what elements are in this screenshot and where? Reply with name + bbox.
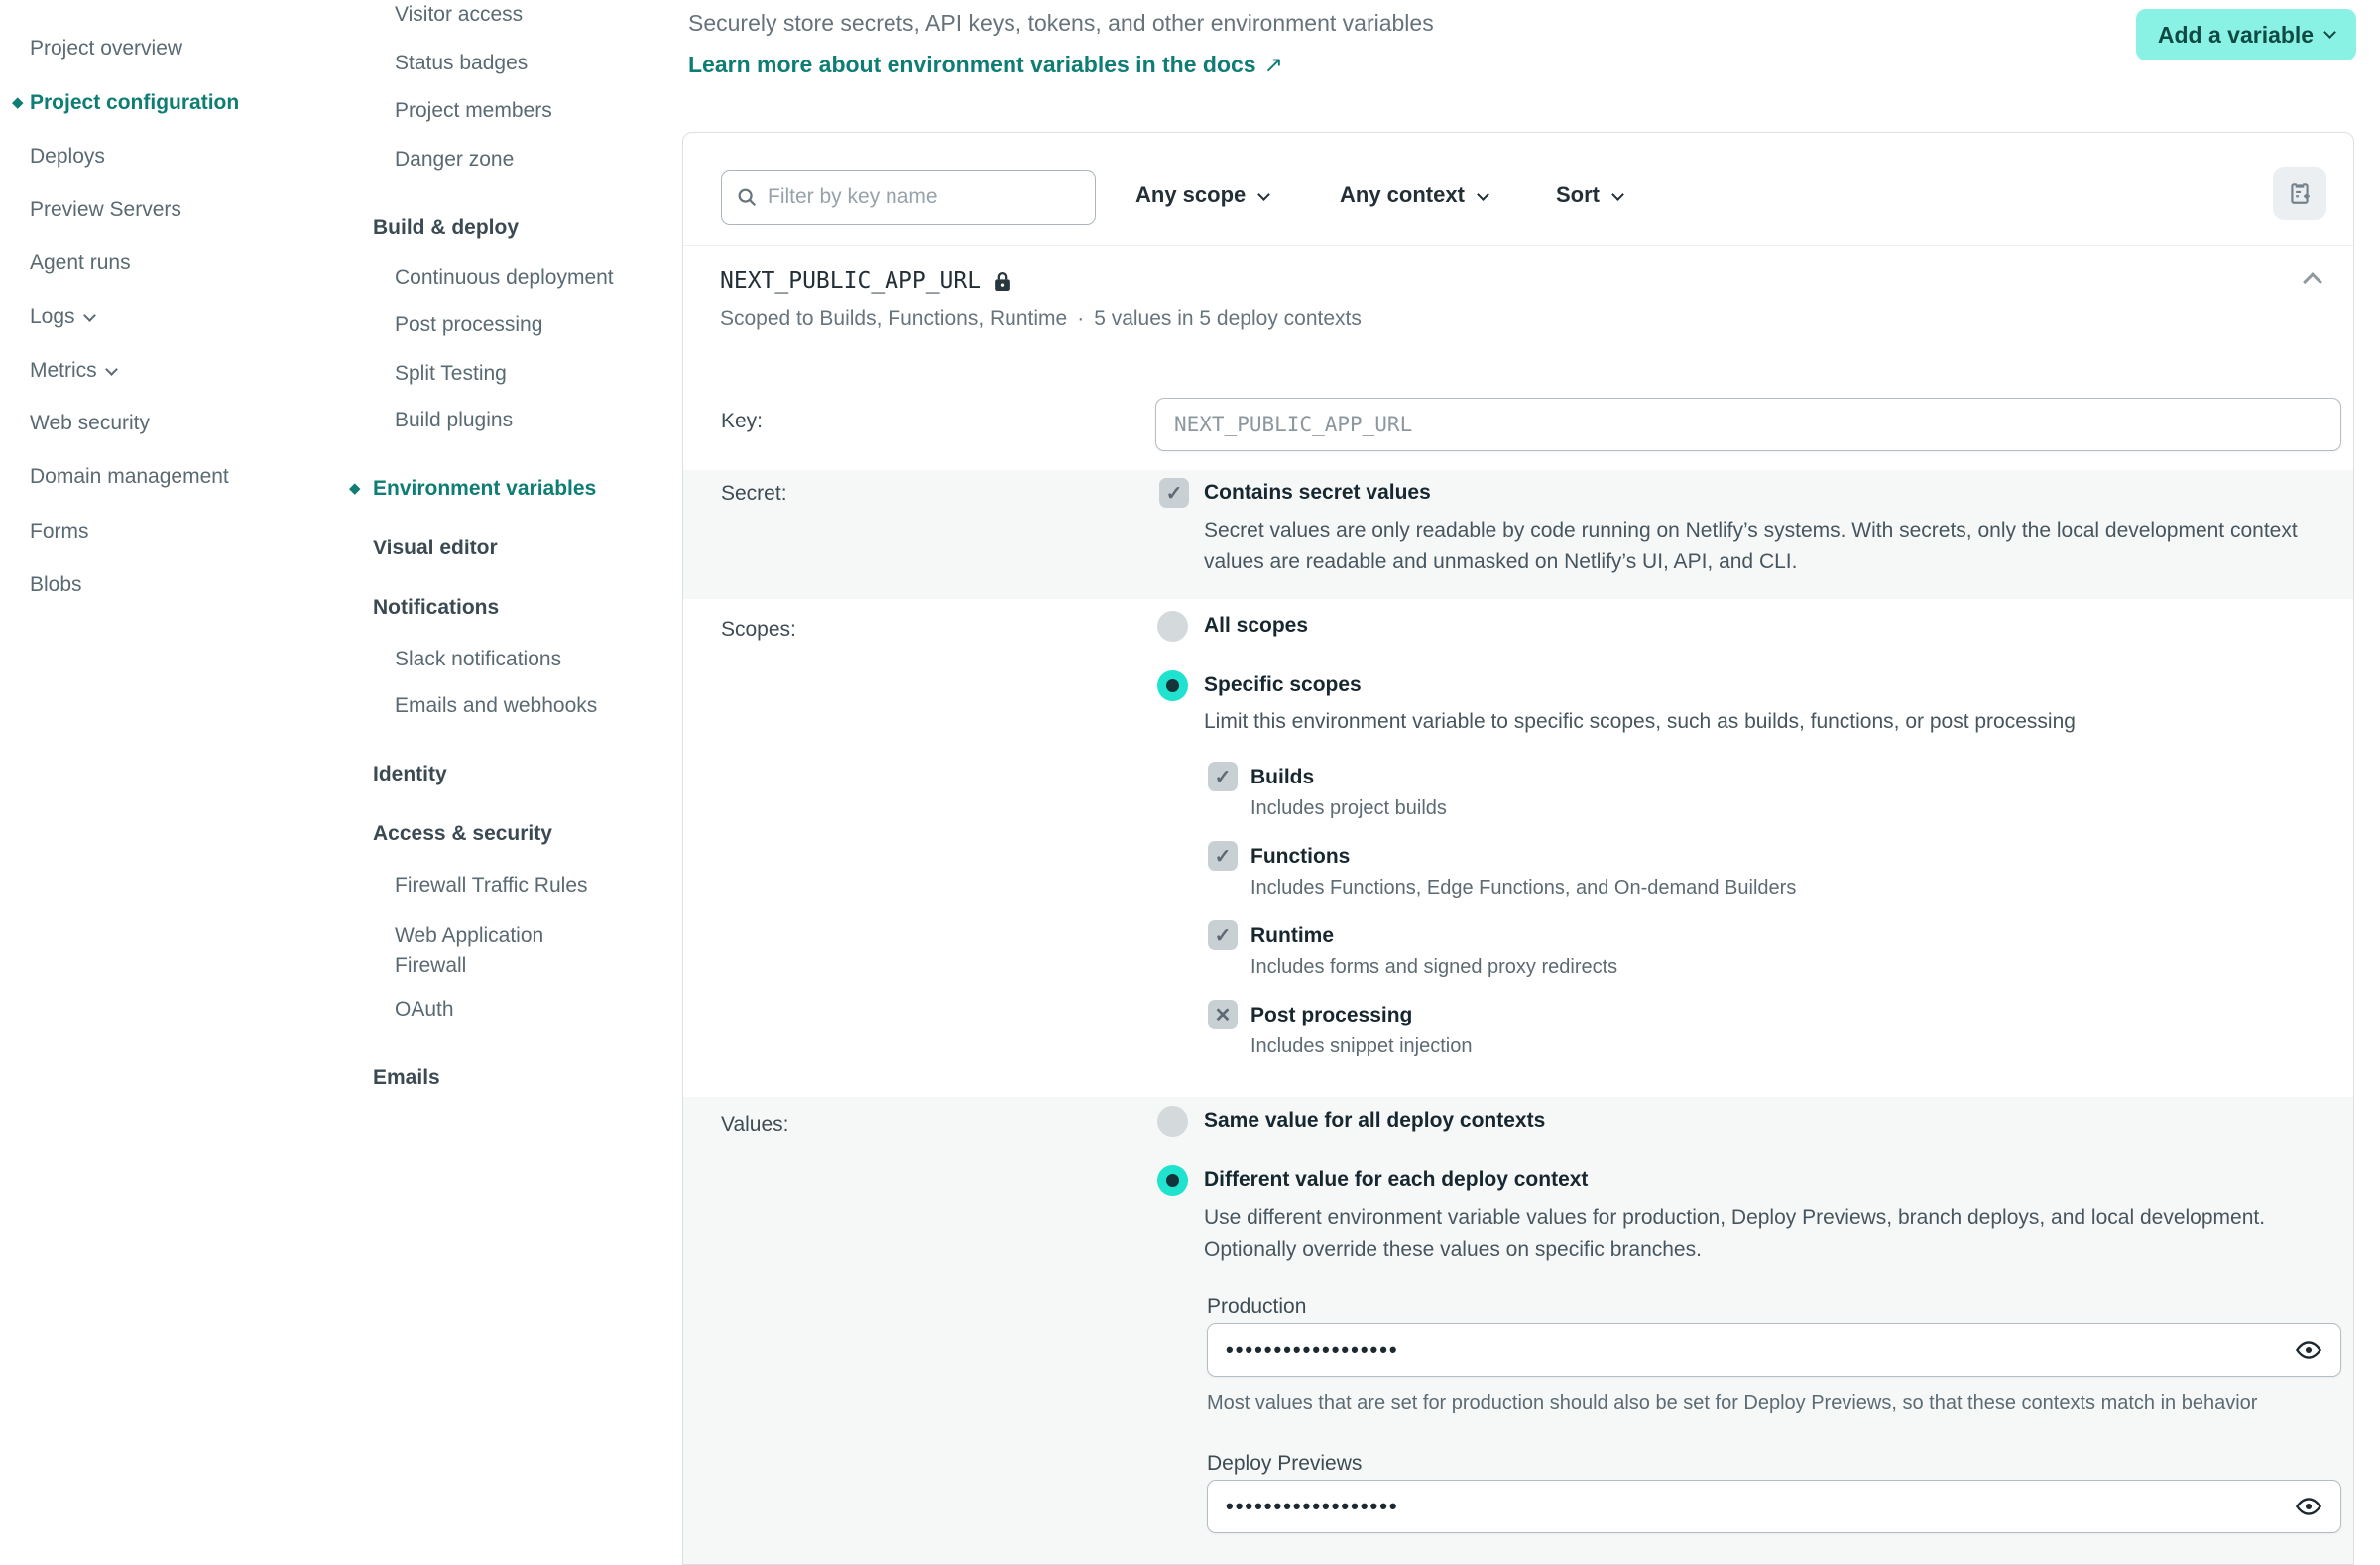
variable-summary: Scoped to Builds, Functions, Runtime · 5 values in 5 deploy contexts bbox=[720, 307, 1362, 330]
scope-runtime-description: Includes forms and signed proxy redirects bbox=[1250, 956, 1618, 978]
all-scopes-radio[interactable] bbox=[1157, 611, 1188, 642]
search-icon bbox=[736, 186, 758, 208]
key-input[interactable] bbox=[1174, 413, 2322, 436]
specific-scopes-label: Specific scopes bbox=[1204, 673, 1362, 696]
sidebar-item-deploys[interactable]: Deploys bbox=[30, 145, 105, 168]
sidebar-item-project-overview[interactable]: Project overview bbox=[30, 37, 183, 60]
chevron-down-icon bbox=[83, 309, 96, 322]
sidebar-item-continuous-deployment[interactable]: Continuous deployment bbox=[395, 266, 614, 289]
filter-input[interactable] bbox=[768, 185, 1081, 209]
scope-runtime-label: Runtime bbox=[1250, 924, 1334, 947]
toolbar-divider bbox=[683, 245, 2354, 246]
scope-post-processing-label: Post processing bbox=[1250, 1004, 1413, 1026]
sidebar-item-forms[interactable]: Forms bbox=[30, 520, 89, 542]
scopes-label: Scopes: bbox=[721, 618, 796, 641]
docs-link[interactable]: Learn more about environment variables in the docs ↗ bbox=[688, 52, 1283, 77]
different-value-label: Different value for each deploy context bbox=[1204, 1168, 1589, 1191]
sidebar-item-web-application-firewall[interactable]: Web Application Firewall bbox=[395, 924, 544, 978]
key-row bbox=[683, 346, 2354, 470]
scope-builds-description: Includes project builds bbox=[1250, 797, 1447, 819]
secondary-sidebar bbox=[337, 0, 682, 1565]
sidebar-item-environment-variables[interactable]: Environment variables bbox=[373, 477, 597, 500]
sidebar-item-danger-zone[interactable]: Danger zone bbox=[395, 148, 515, 171]
all-scopes-label: All scopes bbox=[1204, 614, 1309, 637]
production-reveal-button[interactable] bbox=[2295, 1336, 2322, 1364]
sidebar-section-emails[interactable]: Emails bbox=[373, 1066, 440, 1089]
sidebar-item-preview-servers[interactable]: Preview Servers bbox=[30, 198, 181, 221]
sidebar-item-domain-management[interactable]: Domain management bbox=[30, 465, 229, 488]
different-value-radio[interactable] bbox=[1157, 1165, 1188, 1196]
active-diamond-icon: ◆ bbox=[12, 94, 24, 111]
specific-scopes-description: Limit this environment variable to specific scopes, such as builds, functions, or post processing bbox=[1204, 710, 2076, 733]
scope-post-processing-description: Includes snippet injection bbox=[1250, 1035, 1473, 1057]
key-label: Key: bbox=[721, 410, 764, 432]
secret-label: Secret: bbox=[721, 482, 787, 505]
sidebar-item-web-security[interactable]: Web security bbox=[30, 412, 150, 434]
different-value-description: Use different environment variable values for production, Deploy Previews, branch deploys, and local development. Optionally override these values on specific branches. bbox=[1204, 1206, 2266, 1261]
external-arrow-icon: ↗ bbox=[1263, 52, 1283, 77]
environment-variables-card bbox=[682, 132, 2354, 1565]
scope-functions-checkbox[interactable]: ✓ bbox=[1208, 841, 1238, 871]
sidebar-item-project-members[interactable]: Project members bbox=[395, 99, 552, 122]
production-help-text: Most values that are set for production should also be set for Deploy Previews, so that these contexts match in behavior bbox=[1207, 1392, 2258, 1414]
eye-icon bbox=[2295, 1336, 2322, 1364]
add-variable-button[interactable]: Add a variable bbox=[2136, 9, 2356, 60]
lock-icon bbox=[993, 271, 1012, 292]
chevron-down-icon bbox=[2323, 26, 2336, 39]
chevron-down-icon bbox=[105, 363, 118, 376]
sidebar-item-split-testing[interactable]: Split Testing bbox=[395, 362, 507, 385]
production-value-field[interactable] bbox=[1207, 1323, 2341, 1377]
filter-input-wrapper bbox=[721, 170, 1096, 225]
deploy-previews-reveal-button[interactable] bbox=[2295, 1493, 2322, 1520]
scope-filter-dropdown[interactable]: Any scope bbox=[1135, 182, 1268, 208]
sidebar-item-firewall-traffic-rules[interactable]: Firewall Traffic Rules bbox=[395, 874, 588, 897]
values-label: Values: bbox=[721, 1113, 789, 1136]
sidebar-item-build-plugins[interactable]: Build plugins bbox=[395, 409, 514, 431]
scope-post-processing-checkbox[interactable]: ✕ bbox=[1208, 1000, 1238, 1029]
sidebar-item-metrics[interactable]: Metrics bbox=[30, 359, 116, 383]
sidebar-section-build-deploy[interactable]: Build & deploy bbox=[373, 216, 519, 239]
deploy-previews-label: Deploy Previews bbox=[1207, 1452, 1363, 1475]
sidebar-item-status-badges[interactable]: Status badges bbox=[395, 52, 529, 74]
sidebar-item-emails-and-webhooks[interactable]: Emails and webhooks bbox=[395, 694, 598, 717]
sidebar-item-logs[interactable]: Logs bbox=[30, 305, 94, 329]
sort-dropdown[interactable]: Sort bbox=[1556, 182, 1622, 208]
specific-scopes-radio[interactable] bbox=[1157, 670, 1188, 701]
sidebar-item-visitor-access[interactable]: Visitor access bbox=[395, 3, 524, 26]
chevron-down-icon bbox=[1257, 188, 1270, 201]
collapse-variable-chevron-icon[interactable] bbox=[2303, 272, 2322, 292]
scope-functions-label: Functions bbox=[1250, 845, 1351, 868]
secret-row bbox=[683, 470, 2354, 599]
import-env-button[interactable] bbox=[2273, 167, 2326, 220]
context-filter-dropdown[interactable]: Any context bbox=[1340, 182, 1488, 208]
sidebar-item-oauth[interactable]: OAuth bbox=[395, 998, 454, 1021]
primary-sidebar bbox=[0, 0, 337, 1565]
eye-icon bbox=[2295, 1493, 2322, 1520]
deploy-previews-value-field[interactable] bbox=[1207, 1480, 2341, 1533]
scope-functions-description: Includes Functions, Edge Functions, and On-demand Builders bbox=[1250, 877, 1797, 899]
variable-name: NEXT_PUBLIC_APP_URL bbox=[720, 268, 1012, 294]
deploy-previews-masked-value: •••••••••••••••••• bbox=[1226, 1494, 1399, 1518]
import-clipboard-icon bbox=[2287, 181, 2313, 206]
sidebar-section-access-security[interactable]: Access & security bbox=[373, 822, 552, 845]
chevron-down-icon bbox=[1611, 188, 1624, 201]
production-label: Production bbox=[1207, 1295, 1307, 1318]
scope-builds-label: Builds bbox=[1250, 766, 1315, 788]
sidebar-item-project-configuration[interactable]: Project configuration bbox=[30, 91, 240, 114]
sidebar-item-slack-notifications[interactable]: Slack notifications bbox=[395, 648, 562, 670]
active-diamond-icon: ◆ bbox=[349, 480, 361, 497]
values-row bbox=[683, 1097, 2354, 1565]
sidebar-section-identity[interactable]: Identity bbox=[373, 763, 447, 785]
chevron-down-icon bbox=[1477, 188, 1489, 201]
sidebar-section-notifications[interactable]: Notifications bbox=[373, 596, 500, 619]
secret-checkbox-label: Contains secret values bbox=[1204, 481, 1431, 504]
same-value-label: Same value for all deploy contexts bbox=[1204, 1109, 1546, 1132]
scope-builds-checkbox[interactable]: ✓ bbox=[1208, 762, 1238, 791]
page-description: Securely store secrets, API keys, tokens, and other environment variables bbox=[688, 10, 1434, 36]
same-value-radio[interactable] bbox=[1157, 1106, 1188, 1137]
secret-description: Secret values are only readable by code running on Netlify’s systems. With secrets, only the local development context values are readable and unmasked on Netlify’s UI, API, and CLI. bbox=[1204, 519, 2298, 573]
sidebar-section-visual-editor[interactable]: Visual editor bbox=[373, 537, 498, 559]
scope-runtime-checkbox[interactable]: ✓ bbox=[1208, 920, 1238, 950]
production-masked-value: •••••••••••••••••• bbox=[1226, 1337, 1399, 1362]
key-input-wrapper bbox=[1155, 398, 2341, 451]
scopes-row bbox=[683, 599, 2354, 1097]
sidebar-item-blobs[interactable]: Blobs bbox=[30, 573, 82, 596]
secret-checkbox[interactable]: ✓ bbox=[1159, 478, 1189, 508]
sidebar-item-agent-runs[interactable]: Agent runs bbox=[30, 251, 131, 274]
sidebar-item-post-processing[interactable]: Post processing bbox=[395, 313, 543, 336]
